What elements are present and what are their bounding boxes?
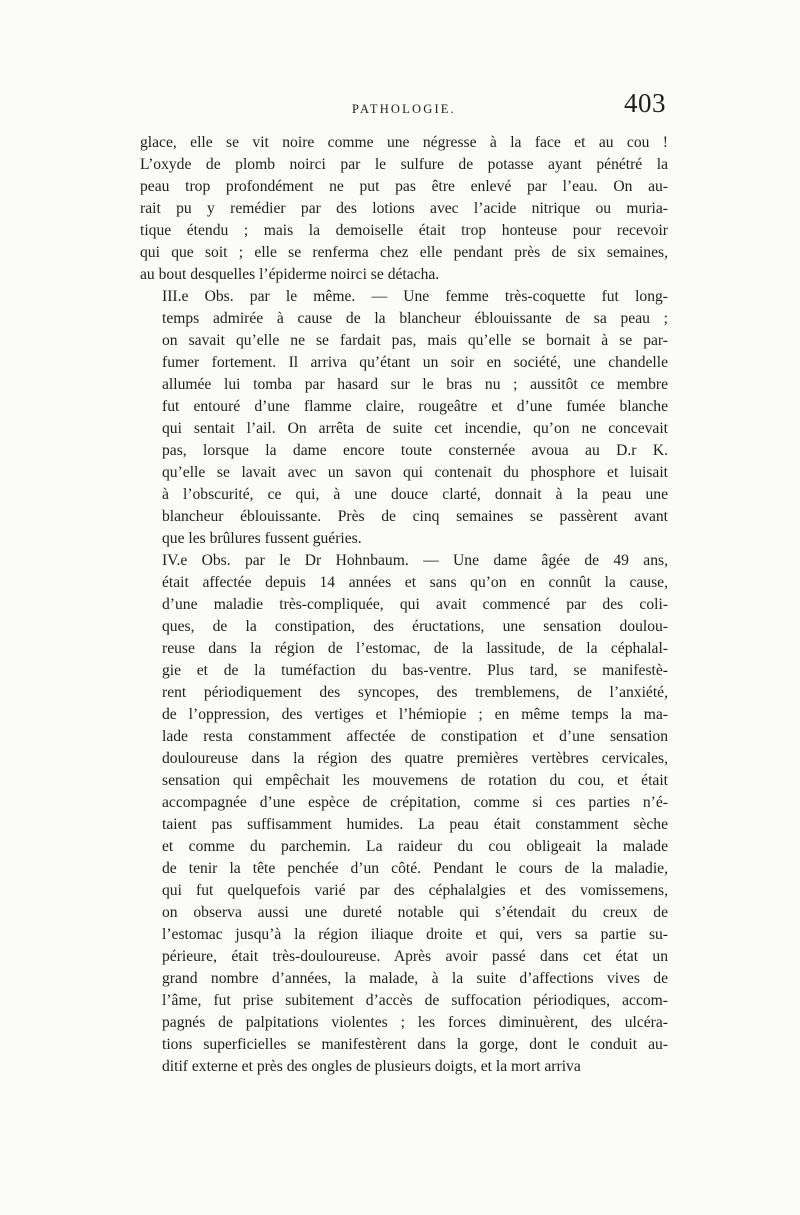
text-line: tique étendu ; mais la demoiselle était trop honteuse pour recevoir [140,222,668,239]
text-line: L’oxyde de plomb noirci par le sulfure de potasse ayant pénétré la [140,156,668,173]
text-line: accompagnée d’une espèce de crépitation, comme si ces parties n’é- [162,794,668,811]
text-line: l’estomac jusqu’à la région iliaque droite et qui, vers sa partie su- [162,926,668,943]
body-text [140,132,668,1078]
text-line: d’une maladie très-compliquée, qui avait commencé par des coli- [162,596,668,613]
running-title: PATHOLOGIE. [352,102,456,116]
text-line: blancheur éblouissante. Près de cinq semaines se passèrent avant [162,508,668,525]
text-line: à l’obscurité, ce qui, à une douce clarté, donnait à la peau une [162,486,668,503]
text-line: glace, elle se vit noire comme une négresse à la face et au cou ! [140,134,668,151]
text-line: fumer fortement. Il arriva qu’étant un soir en société, une chandelle [162,354,668,371]
text-line: peau trop profondément ne put pas être enlevé par l’eau. On au- [140,178,668,195]
book-page [140,88,668,1078]
text-line: qui sentait l’ail. On arrêta de suite cet incendie, qu’on ne concevait [162,420,668,437]
text-line: qu’elle se lavait avec un savon qui contenait du phosphore et luisait [162,464,668,481]
text-line: de tenir la tête penchée d’un côté. Pendant le cours de la maladie, [162,860,668,877]
text-line: au bout desquelles l’épiderme noirci se détacha. [140,266,440,283]
text-line: périeure, était très-douloureuse. Après avoir passé dans cet état un [162,948,668,965]
text-line: allumée lui tomba par hasard sur le bras nu ; aussitôt ce membre [162,376,668,393]
text-line: III.e Obs. par le même. — Une femme très-coquette fut long- [162,288,668,305]
text-line: et comme du parchemin. La raideur du cou obligeait la malade [162,838,668,855]
paragraph-observation-4 [140,550,668,1078]
text-line: douloureuse dans la région des quatre premières vertèbres cervicales, [162,750,668,767]
paragraph-observation-3 [140,286,668,550]
text-line: rent périodiquement des syncopes, des tremblemens, de l’anxiété, [162,684,668,701]
text-line: ques, de la constipation, des éructations, une sensation doulou- [162,618,668,635]
running-head [140,88,668,132]
text-line: était affectée depuis 14 années et sans qu’on en connût la cause, [162,574,668,591]
text-line: taient pas suffisamment humides. La peau était constamment sèche [162,816,668,833]
text-line: IV.e Obs. par le Dr Hohnbaum. — Une dame âgée de 49 ans, [162,552,668,569]
text-line: grand nombre d’années, la malade, à la suite d’affections vives de [162,970,668,987]
text-line: sensation qui empêchait les mouvemens de rotation du cou, et était [162,772,668,789]
text-line: qui que soit ; elle se renferma chez elle pendant près de six semaines, [140,244,668,261]
text-line: on observa aussi une dureté notable qui s’étendait du creux de [162,904,668,921]
text-line: fut entouré d’une flamme claire, rougeâtre et d’une fumée blanche [162,398,668,415]
text-line: qui fut quelquefois varié par des céphalalgies et des vomissemens, [162,882,668,899]
text-line: pas, lorsque la dame encore toute consternée avoua au D.r K. [162,442,668,459]
text-line: pagnés de palpitations violentes ; les forces diminuèrent, des ulcéra- [162,1014,668,1031]
text-line: lade resta constamment affectée de constipation et d’une sensation [162,728,668,745]
text-line: reuse dans la région de l’estomac, de la lassitude, de la céphalal- [162,640,668,657]
text-line: tions superficielles se manifestèrent dans la gorge, dont le conduit au- [162,1036,668,1053]
text-line: rait pu y remédier par des lotions avec l’acide nitrique ou muria- [140,200,668,217]
text-line: gie et de la tuméfaction du bas-ventre. Plus tard, se manifestè- [162,662,668,679]
text-line: temps admirée à cause de la blancheur éblouissante de sa peau ; [162,310,668,327]
text-line: l’âme, fut prise subitement d’accès de suffocation périodiques, accom- [162,992,668,1009]
text-line: ditif externe et près des ongles de plusieurs doigts, et la mort arriva [162,1058,581,1075]
paragraph-continuation [140,132,668,286]
text-line: que les brûlures fussent guéries. [162,530,362,547]
page-number: 403 [624,88,666,118]
text-line: on savait qu’elle ne se fardait pas, mais qu’elle se bornait à se par- [162,332,668,349]
text-line: de l’oppression, des vertiges et l’hémiopie ; en même temps la ma- [162,706,668,723]
